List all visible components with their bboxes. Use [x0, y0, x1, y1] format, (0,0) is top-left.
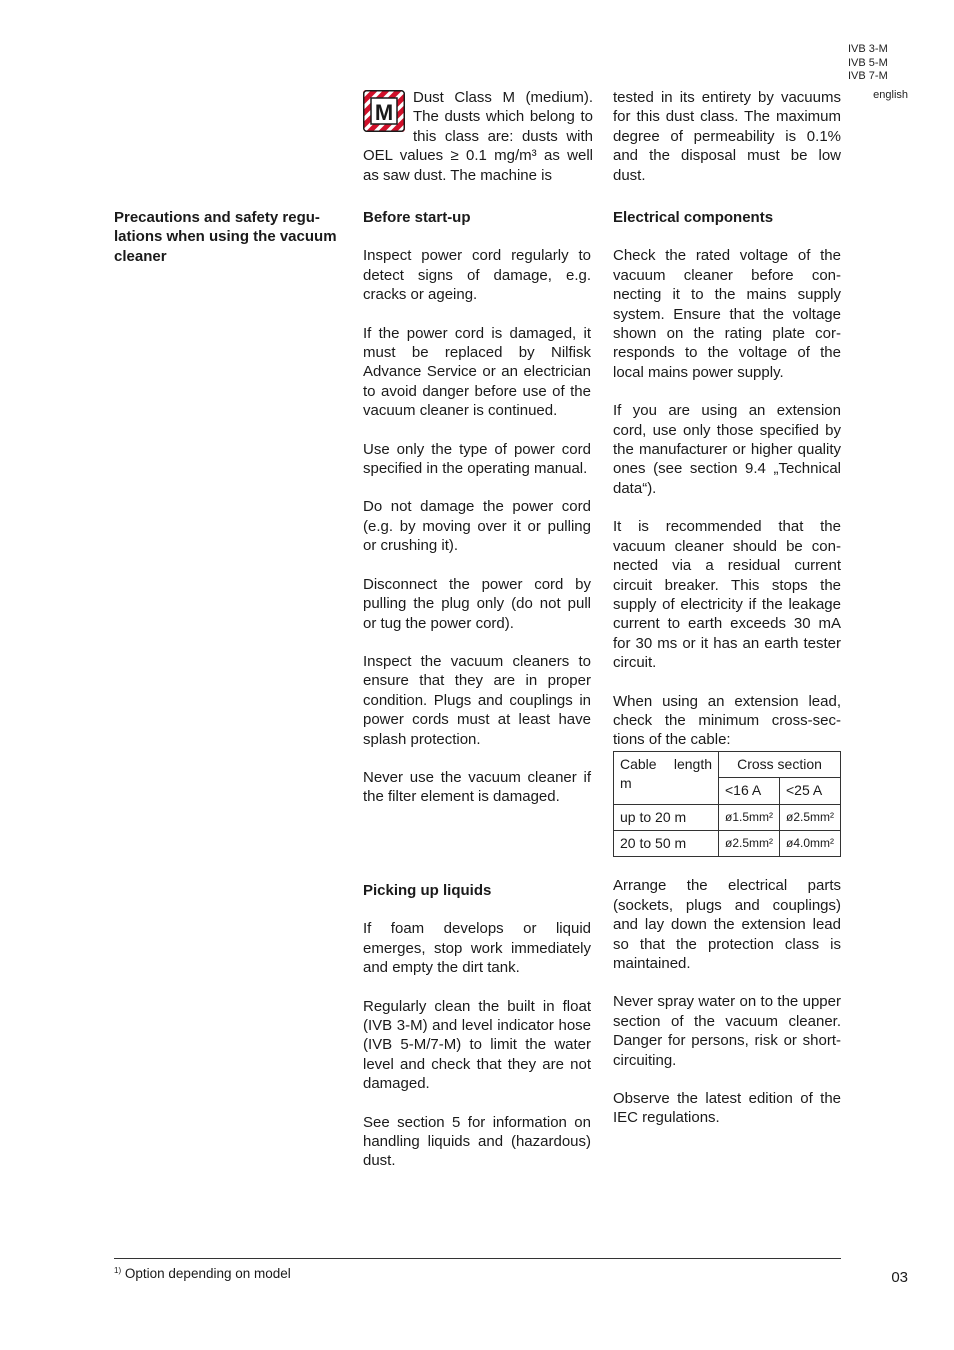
footnote-mark: 1): [114, 1266, 122, 1275]
paragraph: Observe the latest edition of the IEC regulations.: [613, 1090, 841, 1127]
section-heading: Before start-up: [363, 209, 471, 226]
paragraph: Never use the vacuum cleaner if the filter element is damaged.: [363, 768, 591, 806]
paragraph: Do not damage the power cord (e.g. by moving over it or pulling or crushing it).: [363, 498, 591, 555]
section-heading: Picking up liquids: [363, 882, 492, 899]
paragraph: If foam develops or liquid emerges, stop work immediately and empty the dirt tank.: [363, 920, 591, 977]
table-subheader: <25 A: [780, 778, 841, 804]
paragraph: Never spray water on to the upper section of the vacuum cleaner. Danger for persons, risk or short-circuiting.: [613, 993, 841, 1069]
electrical-section: [613, 208, 841, 1128]
paragraph: Arrange the electrical parts (sockets, plugs and couplings) and lay down the extension lead so that the protection class is maintained.: [613, 877, 841, 972]
table-cell-25a: ø2.5mm²: [780, 804, 841, 830]
section-heading: Electrical components: [613, 209, 774, 226]
before-startup-section: [363, 208, 591, 807]
table-row: [614, 804, 841, 830]
paragraph: Inspect the vacuum cleaners to ensure that they are in proper condition. Plugs and couplings in power cords must at least have splash protection.: [363, 652, 591, 748]
table-cell-16a: ø2.5mm²: [719, 830, 780, 856]
footnote-text: Option depending on model: [124, 1266, 291, 1281]
model-name: IVB 7-M: [848, 70, 888, 82]
paragraph: Regularly clean the built in float (IVB 3-M) and level indicator hose (IVB 5-M/7-M) to limit the water level and check that they are not damaged.: [363, 997, 591, 1093]
paragraph: Inspect power cord regularly to detect signs of damage, e.g. cracks or ageing.: [363, 247, 591, 304]
paragraph: When using an extension lead, check the minimum cross-sections of the cable:: [613, 692, 841, 749]
paragraph: Disconnect the power cord by pulling the plug only (do not pull or tug the power cord).: [363, 575, 591, 632]
continuation-text: tested in its entirety by vacuums for this dust class. The maximum degree of permeability is 0.1% and the disposal must be low dust.: [613, 89, 841, 184]
footnote: [114, 1266, 291, 1281]
footer-divider: [114, 1258, 841, 1259]
table-cell-length: up to 20 m: [614, 804, 719, 830]
paragraph: It is recommended that the vacuum cleaner should be connected via a residual current circuit breaker. This stops the supply of electricity if the leakage current to earth exceeds 30 mA for 30 ms or it has an earth tester circuit.: [613, 518, 841, 672]
cable-cross-section-table: [613, 751, 841, 858]
paragraph: Use only the type of power cord specified in the operating manual.: [363, 440, 591, 478]
paragraph: See section 5 for information on handling liquids and (hazardous) dust.: [363, 1113, 591, 1170]
paragraph: Check the rated voltage of the vacuum cleaner before connecting it to the mains supply system. Ensure that the voltage shown on the rating plate corresponds to the voltage of the local mains power supply.: [613, 247, 841, 381]
paragraph: If the power cord is damaged, it must be replaced by Nilfisk Advance Service or an electrician to avoid danger before use of the vacuum cleaner is continued.: [363, 324, 591, 420]
table-cell-25a: ø4.0mm²: [780, 830, 841, 856]
dust-class-continuation: [613, 88, 841, 185]
icon-letter: M: [374, 100, 394, 125]
table-cell-16a: ø1.5mm²: [719, 804, 780, 830]
model-list: [848, 43, 908, 84]
picking-liquids-section: [363, 881, 591, 1171]
table-cell-length: 20 to 50 m: [614, 830, 719, 856]
table-header-cross-section: Cross section: [719, 751, 841, 777]
table-subheader: <16 A: [719, 778, 780, 804]
model-name: IVB 5-M: [848, 56, 888, 69]
dust-class-description: [363, 88, 593, 185]
language-label: english: [873, 89, 908, 101]
table-header-cable-length: Cable length m: [614, 751, 719, 804]
section-title: Precautions and safety regulations when using the vacuum cleaner: [114, 209, 337, 265]
model-name: IVB 3-M: [848, 43, 888, 55]
table-row: [614, 830, 841, 856]
page-number: 03: [891, 1269, 908, 1286]
dust-class-text: Dust Class M (medium). The dusts which belong to this class are: dusts with OEL values ≥ 0.1 mg/m³ as well as saw dust. The machine is: [363, 89, 593, 184]
paragraph: If you are using an extension cord, use only those specified by the manufacturer or higher quality ones (see section 9.4 „Technical data“).: [613, 402, 841, 497]
